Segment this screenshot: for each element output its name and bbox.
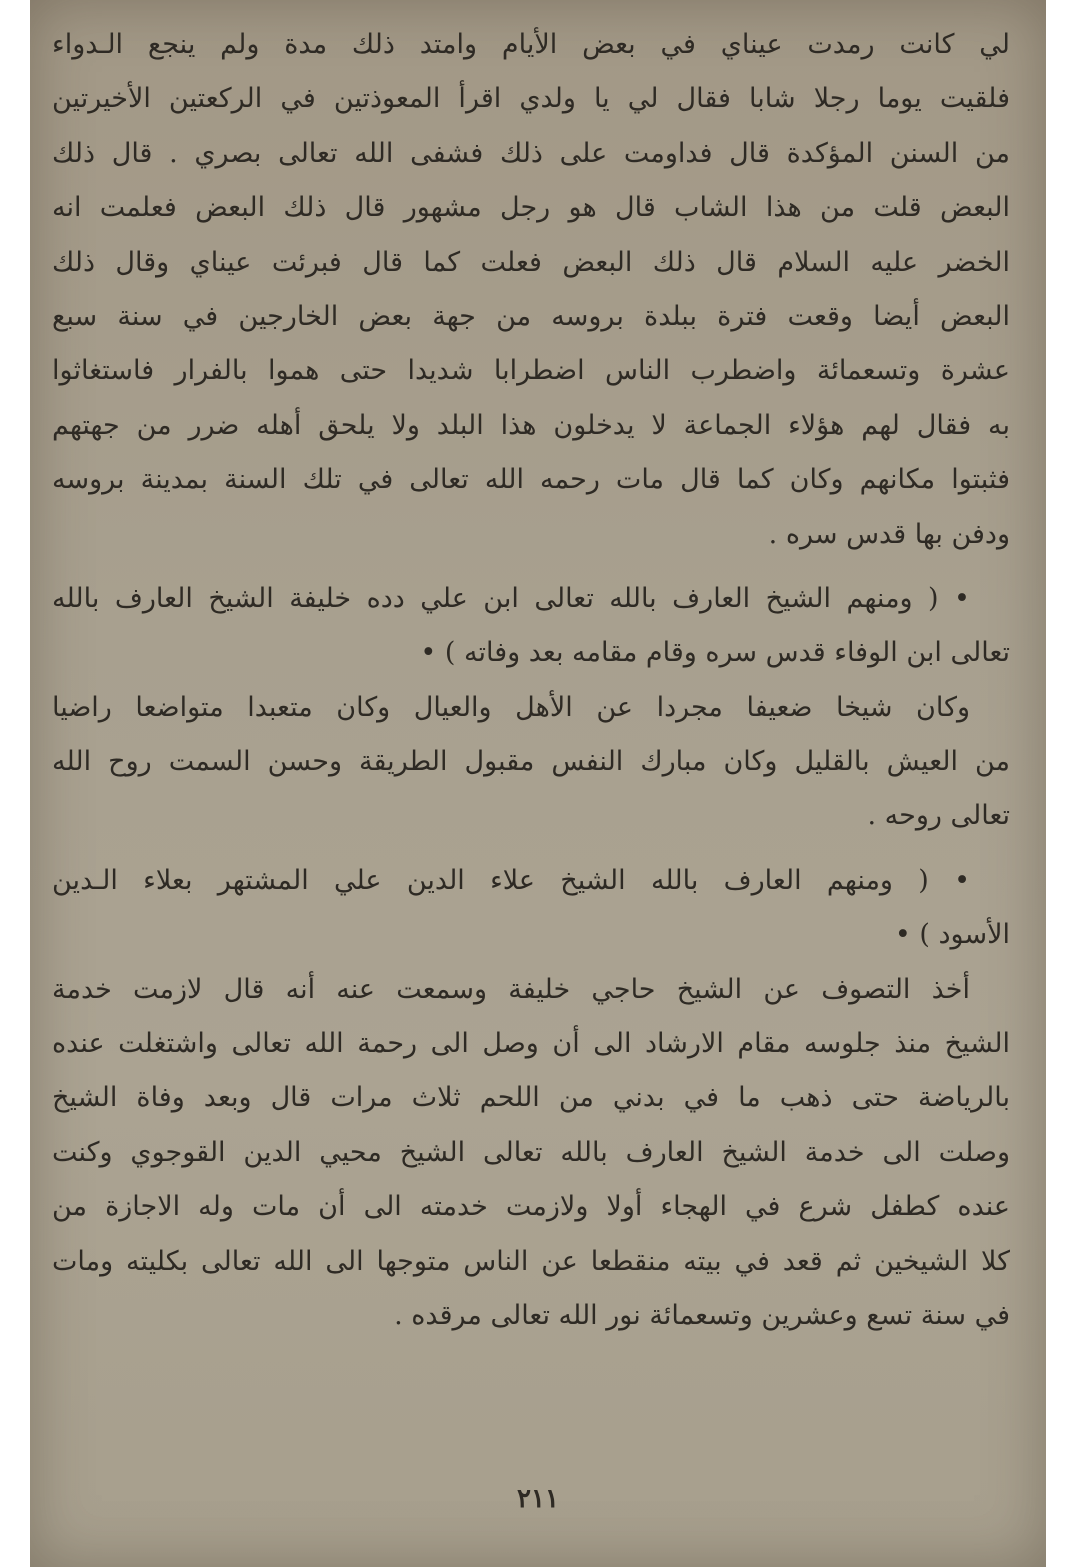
paragraph-1 — [52, 18, 1010, 562]
section-heading-ibn-ali-dede — [52, 572, 1010, 681]
text-line: البعض أيضا وقعت فترة ببلدة بروسه من جهة بعض الخارجين في سنة سبع — [52, 300, 1010, 332]
section-heading-alaeddin-aswad — [52, 854, 1010, 963]
text-line: وصلت الى خدمة الشيخ العارف بالله تعالى الشيخ محيي الدين القوجوي وكنت — [52, 1136, 1010, 1168]
text-line: البعض قلت من هذا الشاب قال هو رجل مشهور قال ذلك البعض فعلمت انه — [52, 192, 1010, 224]
heading-line: • ( ومنهم العارف بالله الشيخ علاء الدين علي المشتهر بعلاء الـدين — [52, 864, 970, 896]
text-line: أخذ التصوف عن الشيخ حاجي خليفة وسمعت عنه أنه قال لازمت خدمة — [52, 973, 970, 1005]
text-line: وكان شيخا ضعيفا مجردا عن الأهل والعيال وكان متعبدا متواضعا راضيا — [52, 691, 970, 723]
book-page — [30, 0, 1046, 1567]
heading-line: الأسود ) • — [894, 919, 1010, 951]
page-number: ٢١١ — [517, 1484, 559, 1514]
text-line: فلقيت يوما رجلا شابا فقال لي يا ولدي اقرأ المعوذتين في الركعتين الأخيرتين — [52, 83, 1010, 115]
text-line: من العيش بالقليل وكان مبارك النفس مقبول الطريقة وحسن السمت روح الله — [52, 746, 1010, 778]
text-line: تعالى روحه . — [867, 800, 1010, 832]
paragraph-gap — [52, 844, 1010, 854]
text-line: لي كانت رمدت عيناي في بعض الأيام وامتد ذلك مدة ولم ينجع الـدواء — [52, 29, 1010, 60]
text-line: فثبتوا مكانهم وكان كما قال مات رحمه الله تعالى في تلك السنة بمدينة بروسه — [52, 464, 1010, 496]
text-line: ودفن بها قدس سره . — [768, 518, 1010, 550]
paragraph-gap — [52, 562, 1010, 572]
text-line: في سنة تسع وعشرين وتسعمائة نور الله تعالى مرقده . — [394, 1299, 1010, 1331]
text-line: كلا الشيخين ثم قعد في بيته منقطعا عن الناس متوجها الى الله تعالى بكليته ومات — [52, 1245, 1010, 1277]
text-line: بالرياضة حتى ذهب ما في بدني من اللحم ثلاث مرات قال وبعد وفاة الشيخ — [52, 1082, 1010, 1114]
text-line: عنده كطفل شرع في الهجاء أولا ولازمت خدمته الى أن مات وله الاجازة من — [52, 1191, 1010, 1223]
text-line: الخضر عليه السلام قال ذلك البعض فعلت كما قال فبرئت عيناي وقال ذلك — [52, 246, 1010, 278]
page-text — [52, 18, 1010, 1343]
paragraph-2 — [52, 681, 1010, 844]
text-line: به فقال لهم هؤلاء الجماعة لا يدخلون هذا البلد ولا يلحق أهله ضرر من جهتهم — [52, 409, 1010, 441]
heading-line: تعالى ابن الوفاء قدس سره وقام مقامه بعد وفاته ) • — [420, 637, 1010, 669]
heading-line: • ( ومنهم الشيخ العارف بالله تعالى ابن علي دده خليفة الشيخ العارف بالله — [52, 582, 970, 614]
text-line: الشيخ منذ جلوسه مقام الارشاد الى أن وصل الى رحمة الله تعالى واشتغلت عنده — [52, 1028, 1010, 1060]
paragraph-3 — [52, 963, 1010, 1344]
text-line: من السنن المؤكدة قال فداومت على ذلك فشفى الله تعالى بصري . قال ذلك — [52, 137, 1010, 169]
text-line: عشرة وتسعمائة واضطرب الناس اضطرابا شديدا حتى هموا بالفرار فاستغاثوا — [52, 355, 1010, 387]
